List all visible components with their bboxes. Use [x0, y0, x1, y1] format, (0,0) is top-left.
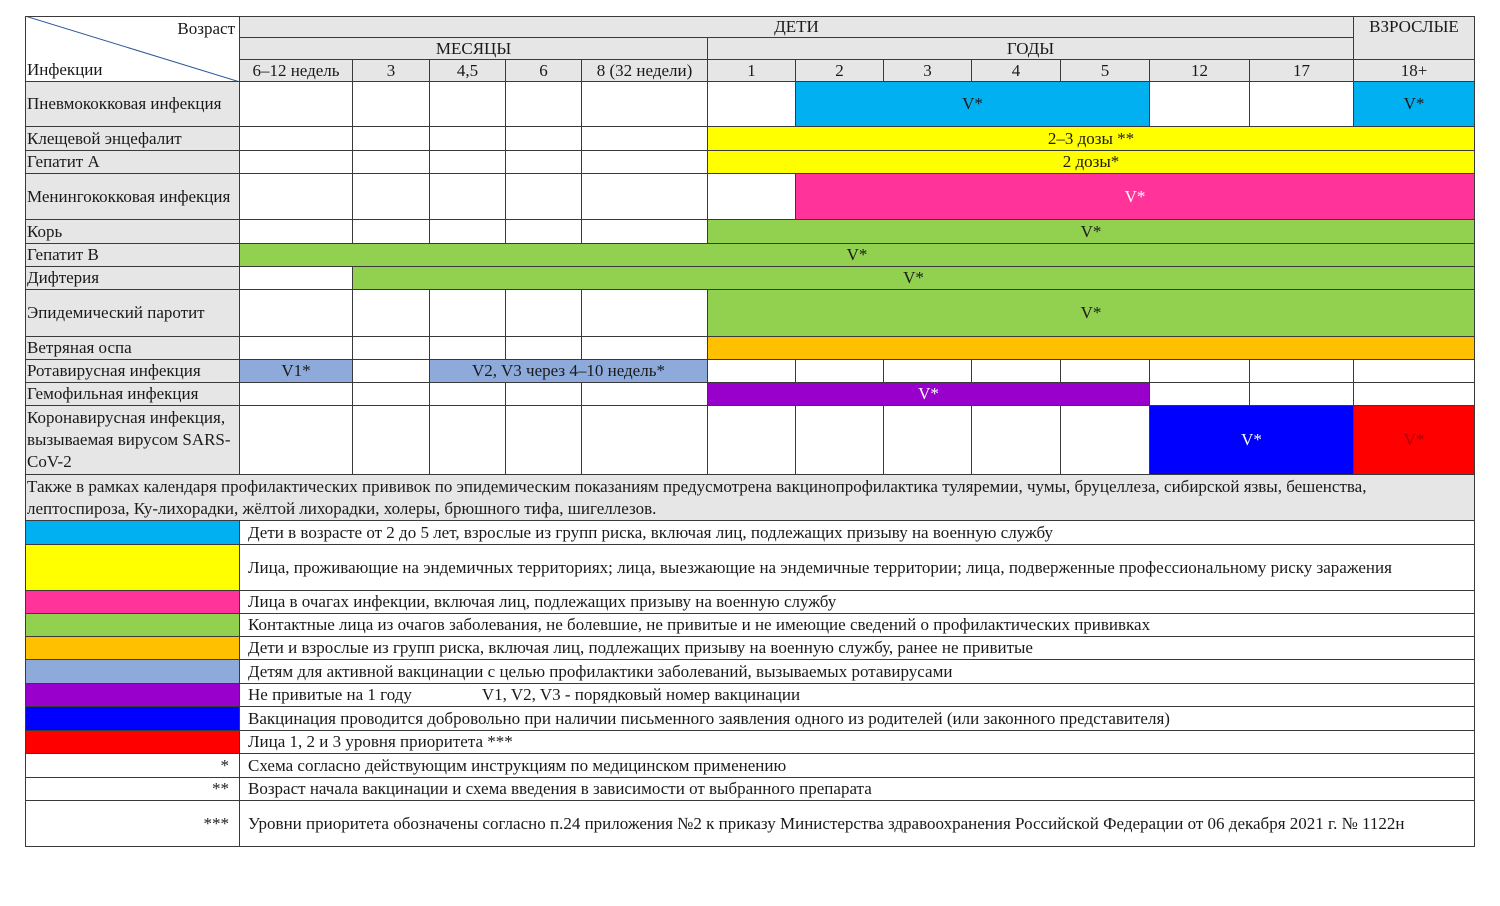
schedule-cell	[353, 174, 430, 220]
footnote-text-content: Уровни приоритета обозначены согласно п.24 приложения №2 к приказу Министерства здравоохранения Российской Федерации от 06 декабря 2021 г. № 1122н	[248, 813, 1405, 833]
schedule-cell	[430, 151, 506, 174]
infection-name: Корь	[27, 221, 63, 241]
schedule-cell	[582, 383, 708, 406]
schedule-cell	[240, 220, 353, 244]
footnote-text-content: Возраст начала вакцинации и схема введения в зависимости от выбранного препарата	[248, 779, 872, 798]
schedule-cell	[353, 290, 430, 337]
header-column	[353, 60, 430, 82]
infection-row-label	[25, 383, 240, 406]
legend-description	[240, 660, 1475, 684]
schedule-cell	[506, 174, 582, 220]
schedule-cell	[506, 82, 582, 127]
schedule-cell	[506, 127, 582, 151]
infection-name: Коронавирусная инфекция, вызываемая вирусом SARS-CoV-2	[27, 408, 231, 471]
legend-extra-text: V1, V2, V3 - порядковый номер вакцинации	[481, 685, 801, 704]
header-column	[1061, 60, 1150, 82]
schedule-cell	[353, 127, 430, 151]
footnote-text	[240, 801, 1475, 847]
legend-description-text: Вакцинация проводится добровольно при наличии письменного заявления одного из родителей (или законного представителя)	[248, 708, 1170, 728]
footnote-mark	[25, 778, 240, 801]
vaccination-bar-label: V*	[1403, 430, 1425, 449]
header-column	[708, 60, 796, 82]
schedule-cell	[353, 82, 430, 127]
schedule-cell	[582, 82, 708, 127]
infection-name: Ротавирусная инфекция	[27, 361, 201, 380]
header-column-label: 6–12 недель	[252, 60, 340, 80]
header-months-label: МЕСЯЦЫ	[435, 38, 512, 58]
header-column-label: 6	[539, 60, 548, 80]
infection-name: Гемофильная инфекция	[27, 384, 199, 403]
infection-name: Пневмококковая инфекция	[27, 94, 222, 113]
schedule-cell	[353, 406, 430, 475]
schedule-cell	[430, 82, 506, 127]
legend-description-text: Не привитые на 1 году	[248, 685, 412, 704]
schedule-cell	[884, 360, 972, 383]
schedule-cell	[796, 360, 884, 383]
schedule-cell	[1150, 360, 1250, 383]
infection-name: Гепатит А	[27, 152, 100, 171]
header-column	[1250, 60, 1354, 82]
header-column	[972, 60, 1061, 82]
header-column-label: 17	[1293, 60, 1310, 80]
footnote-text-content: Схема согласно действующим инструкциям по медицинском применению	[248, 755, 787, 775]
vaccination-bar	[1150, 406, 1354, 475]
header-column-label: 4,5	[456, 60, 479, 80]
schedule-cell	[972, 406, 1061, 475]
legend-color-swatch	[25, 545, 240, 591]
footnote-text	[240, 754, 1475, 778]
legend-description	[240, 591, 1475, 614]
vaccination-bar	[708, 337, 1475, 360]
legend-description	[240, 637, 1475, 660]
schedule-cell	[430, 406, 506, 475]
legend-description	[240, 684, 1475, 707]
schedule-cell	[240, 290, 353, 337]
infection-name: Менингококковая инфекция	[27, 186, 231, 206]
vaccination-bar	[708, 383, 1150, 406]
schedule-cell	[240, 174, 353, 220]
header-column	[796, 60, 884, 82]
vaccination-bar	[1354, 82, 1475, 127]
infection-row-label	[25, 151, 240, 174]
vaccination-bar	[430, 360, 708, 383]
infection-row-label	[25, 220, 240, 244]
header-children	[240, 16, 1354, 38]
legend-description-text: Контактные лица из очагов заболевания, не болевшие, не привитые и не имеющие сведений о профилактических прививках	[248, 615, 1151, 634]
header-column	[430, 60, 506, 82]
header-column	[884, 60, 972, 82]
schedule-cell	[582, 406, 708, 475]
infection-name: Дифтерия	[27, 268, 100, 287]
legend-color-swatch	[25, 521, 240, 545]
vaccination-bar	[240, 360, 353, 383]
schedule-cell	[240, 267, 353, 290]
schedule-cell	[972, 360, 1061, 383]
schedule-cell	[506, 151, 582, 174]
vaccination-bar-label: 2 дозы*	[1062, 152, 1120, 171]
schedule-cell	[506, 406, 582, 475]
vaccination-bar-label: V*	[846, 244, 868, 264]
header-column-label: 12	[1191, 60, 1208, 80]
schedule-cell	[582, 151, 708, 174]
infection-name: Клещевой энцефалит	[27, 128, 182, 148]
header-adults	[1354, 16, 1475, 60]
vaccination-bar-label: V*	[1403, 94, 1425, 113]
vaccination-bar-label: V1*	[281, 361, 311, 380]
header-column-label: 8 (32 недели)	[596, 60, 693, 80]
schedule-cell	[506, 383, 582, 406]
footnote-mark-symbol: ***	[203, 813, 229, 833]
legend-description	[240, 545, 1475, 591]
schedule-cell	[430, 383, 506, 406]
legend-description	[240, 614, 1475, 637]
schedule-cell	[430, 127, 506, 151]
schedule-cell	[1250, 360, 1354, 383]
schedule-cell	[506, 290, 582, 337]
legend-description-text: Дети в возрасте от 2 до 5 лет, взрослые из групп риска, включая лиц, подлежащих призыву на военную службу	[248, 522, 1053, 542]
vaccination-bar-label: V2, V3 через 4–10 недель*	[472, 361, 665, 380]
schedule-cell	[582, 174, 708, 220]
vaccination-bar	[708, 127, 1475, 151]
schedule-cell	[240, 383, 353, 406]
infection-row-label	[25, 337, 240, 360]
schedule-cell	[430, 337, 506, 360]
schedule-cell	[240, 406, 353, 475]
header-column-label: 3	[923, 60, 932, 80]
vaccination-bar	[1354, 406, 1475, 475]
infection-row-label	[25, 127, 240, 151]
schedule-cell	[353, 220, 430, 244]
infection-row-label	[25, 406, 240, 475]
legend-description	[240, 707, 1475, 731]
schedule-cell	[1354, 383, 1475, 406]
schedule-cell	[1250, 82, 1354, 127]
schedule-cell	[240, 82, 353, 127]
vaccination-bar	[796, 174, 1475, 220]
vaccination-bar-label: V*	[1080, 221, 1102, 241]
footnote-mark-symbol: *	[220, 755, 229, 775]
legend-color-swatch	[25, 637, 240, 660]
legend-color-swatch	[25, 707, 240, 731]
header-column-label: 18+	[1400, 60, 1428, 80]
vaccination-bar	[353, 267, 1475, 290]
schedule-cell	[884, 406, 972, 475]
infection-row-label	[25, 244, 240, 267]
header-column-label: 2	[835, 60, 844, 80]
header-column-label: 4	[1011, 60, 1021, 80]
schedule-cell	[353, 151, 430, 174]
epidemic-indications-note-text: Также в рамках календаря профилактических прививок по эпидемическим показаниям предусмотрена вакцинопрофилактика туляремии, чумы, бруцеллеза, сибирской язвы, бешенства, лептоспироза, Ку-лихорадки, жёлтой лихорадки, холеры, брюшного тифа, шигеллезов.	[27, 476, 1367, 518]
header-years	[708, 38, 1354, 60]
infection-row-label	[25, 267, 240, 290]
infection-row-label	[25, 360, 240, 383]
schedule-cell	[353, 383, 430, 406]
schedule-cell	[506, 220, 582, 244]
schedule-cell	[582, 220, 708, 244]
schedule-cell	[353, 360, 430, 383]
schedule-cell	[240, 151, 353, 174]
schedule-cell	[1150, 383, 1250, 406]
schedule-cell	[582, 290, 708, 337]
vaccination-bar	[708, 220, 1475, 244]
legend-description-text: Лица в очагах инфекции, включая лиц, подлежащих призыву на военную службу	[248, 592, 837, 611]
schedule-cell	[353, 337, 430, 360]
schedule-cell	[582, 127, 708, 151]
header-column-label: 5	[1100, 60, 1110, 80]
epidemic-indications-note	[25, 475, 1475, 521]
schedule-cell	[796, 406, 884, 475]
vaccination-bar-label: V*	[962, 94, 983, 113]
vaccination-bar-label: V*	[1124, 186, 1146, 206]
corner-age-label: Возраст	[177, 19, 235, 38]
vaccination-bar-label: V*	[1080, 303, 1102, 322]
legend-description-text: Лица 1, 2 и 3 уровня приоритета ***	[248, 732, 513, 751]
vaccination-bar	[796, 82, 1150, 127]
legend-color-swatch	[25, 591, 240, 614]
schedule-cell	[1061, 360, 1150, 383]
header-column	[240, 60, 353, 82]
footnote-mark	[25, 754, 240, 778]
schedule-cell	[1354, 360, 1475, 383]
legend-description	[240, 521, 1475, 545]
footnote-text	[240, 778, 1475, 801]
legend-color-swatch	[25, 660, 240, 684]
schedule-cell	[582, 337, 708, 360]
footnote-mark	[25, 801, 240, 847]
schedule-cell	[1150, 82, 1250, 127]
schedule-cell	[430, 220, 506, 244]
header-months	[240, 38, 708, 60]
header-adults-label: ВЗРОСЛЫЕ	[1369, 17, 1459, 36]
schedule-cell	[708, 406, 796, 475]
schedule-cell	[430, 290, 506, 337]
infection-name: Гепатит В	[27, 245, 99, 264]
schedule-cell	[1061, 406, 1150, 475]
legend-description-text: Лица, проживающие на эндемичных территориях; лица, выезжающие на эндемичные территории; лица, подверженные профессиональному риску заражения	[248, 557, 1392, 577]
legend-color-swatch	[25, 684, 240, 707]
header-column	[582, 60, 708, 82]
header-corner-cell	[25, 16, 240, 82]
vaccination-bar	[708, 151, 1475, 174]
schedule-cell	[1250, 383, 1354, 406]
vaccination-bar-label: 2–3 дозы **	[1047, 128, 1135, 148]
schedule-cell	[708, 82, 796, 127]
vaccination-bar-label: V*	[918, 384, 939, 403]
infection-row-label	[25, 174, 240, 220]
header-children-label: ДЕТИ	[774, 16, 819, 36]
vaccination-bar-label: V*	[903, 267, 924, 287]
corner-infections-label: Инфекции	[27, 60, 103, 79]
schedule-cell	[240, 127, 353, 151]
schedule-cell	[506, 337, 582, 360]
infection-row-label	[25, 290, 240, 337]
infection-row-label	[25, 82, 240, 127]
header-column-label: 1	[747, 60, 756, 80]
vaccination-bar	[708, 290, 1475, 337]
schedule-cell	[240, 337, 353, 360]
header-years-label: ГОДЫ	[1006, 38, 1055, 58]
header-column-label: 3	[386, 60, 396, 80]
legend-color-swatch	[25, 731, 240, 754]
legend-description-text: Дети и взрослые из групп риска, включая лиц, подлежащих призыву на военную службу, ранее не привитые	[248, 638, 1033, 657]
header-column	[1150, 60, 1250, 82]
schedule-cell	[430, 174, 506, 220]
footnote-mark-symbol: **	[212, 779, 229, 798]
vaccination-bar-label: V*	[1241, 430, 1262, 449]
header-column	[506, 60, 582, 82]
legend-description	[240, 731, 1475, 754]
schedule-cell	[708, 174, 796, 220]
schedule-cell	[708, 360, 796, 383]
legend-description-text: Детям для активной вакцинации с целью профилактики заболеваний, вызываемых ротавирусами	[248, 661, 953, 681]
infection-name: Ветряная оспа	[27, 338, 132, 357]
vaccination-bar	[240, 244, 1475, 267]
legend-color-swatch	[25, 614, 240, 637]
infection-name: Эпидемический паротит	[27, 303, 205, 322]
header-column	[1354, 60, 1475, 82]
